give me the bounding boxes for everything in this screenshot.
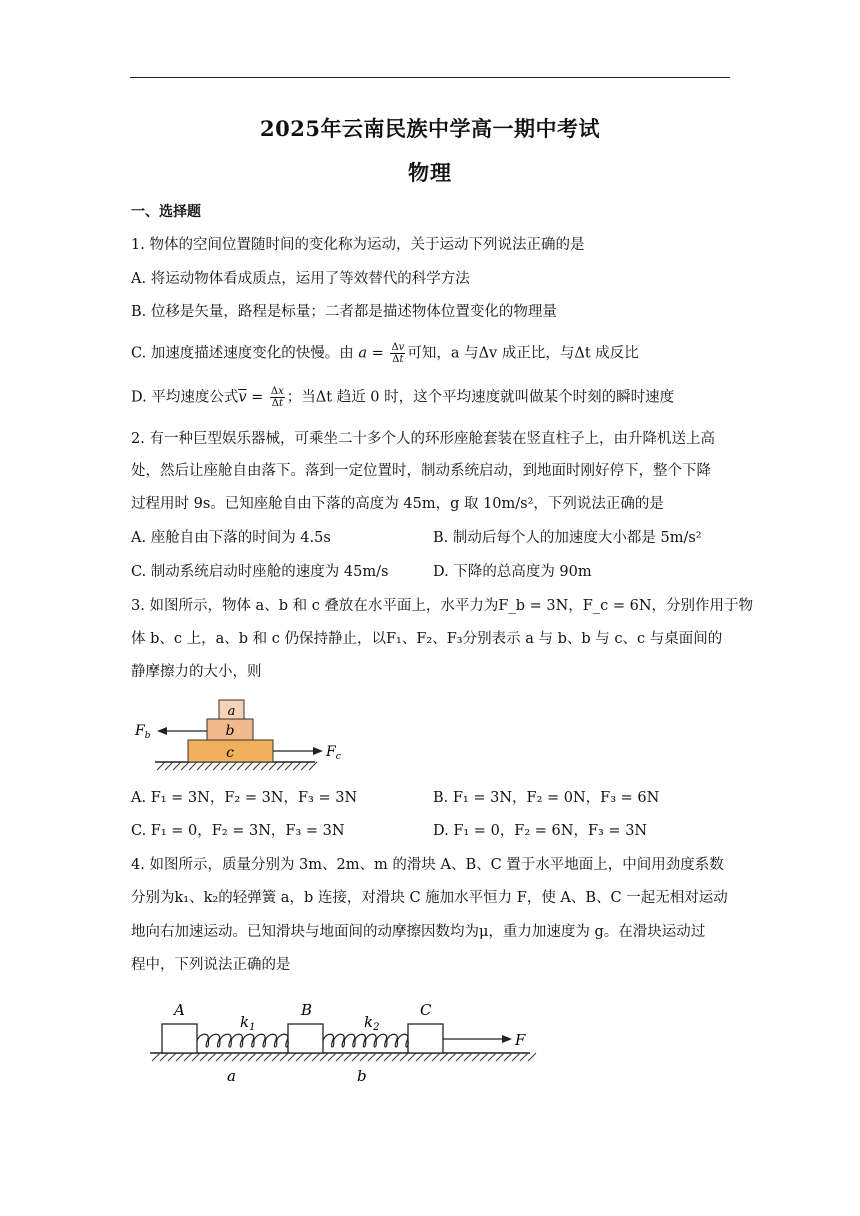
q3-line-3: 静摩擦力的大小，则: [131, 664, 262, 680]
q1-option-c-post: 可知，a 与Δv 成正比，与Δt 成反比: [407, 345, 639, 362]
block-A: [162, 1024, 197, 1053]
label-fb: $F_b$: [135, 723, 151, 741]
q4-figure-spring-blocks: [140, 995, 540, 1090]
q1-stem: 1. 物体的空间位置随时间的变化称为运动，关于运动下列说法正确的是: [131, 237, 585, 253]
spring-a: [197, 1034, 288, 1047]
label-c: c: [226, 745, 234, 761]
q3-option-a: A. F₁ = 3N，F₂ = 3N，F₃ = 3N: [131, 790, 358, 806]
q2-option-d: D. 下降的总高度为 90m: [433, 564, 592, 580]
q1-option-d: D. 平均速度公式$\overline{v}$ = $\frac{\Delta x}{\Delta t}$ ；当Δt 趋近 0 时，这个平均速度就叫做某个时刻的瞬时速度: [131, 386, 675, 409]
q4-line-3: 地向右加速运动。已知滑块与地面间的动摩擦因数均为μ，重力加速度为 g。在滑块运动过: [131, 924, 706, 940]
label-a: a: [227, 704, 236, 719]
q4-line-2: 分别为k₁、k₂的轻弹簧 a，b 连接，对滑块 C 施加水平恒力 F，使 A、B、C 一起无相对运动: [131, 890, 728, 906]
ground-hatch: [157, 762, 317, 770]
q2-line-2: 处，然后让座舱自由落下。落到一定位置时，制动系统启动，到地面时刚好停下，整个下降: [131, 463, 711, 479]
q4-line-1: 4. 如图所示，质量分别为 3m、2m、m 的滑块 A、B、C 置于水平地面上，中间用劲度系数: [131, 857, 724, 873]
label-b: b: [225, 723, 235, 739]
q3-option-b: B. F₁ = 3N，F₂ = 0N，F₃ = 6N: [433, 790, 660, 806]
q2-option-b: B. 制动后每个人的加速度大小都是 5m/s²: [433, 530, 702, 546]
q3-line-2: 体 b、c 上，a、b 和 c 仍保持静止，以F₁、F₂、F₃分别表示 a 与 b、b 与 c、c 与桌面间的: [131, 631, 723, 647]
q1-option-c: C. 加速度描述速度变化的快慢。由 a = $\frac{\Delta v}{\Delta t}$ 可知，a 与Δv 成正比，与Δt 成反比: [131, 342, 639, 365]
ground-hatch: [152, 1053, 536, 1061]
q3-figure-stacked-blocks: [125, 690, 355, 780]
fraction-dv-dt: $\frac{\Delta v}{\Delta t}$: [391, 342, 405, 365]
label-k2: $k_2$: [364, 1013, 380, 1033]
block-C: [408, 1024, 443, 1053]
spring-b: [323, 1034, 408, 1047]
exam-title: 2025年云南民族中学高一期中考试: [260, 116, 600, 141]
label-fc: $F_c$: [326, 744, 341, 762]
q3-option-c: C. F₁ = 0，F₂ = 3N，F₃ = 3N: [131, 823, 345, 839]
label-spring-a: a: [227, 1067, 236, 1085]
q2-option-a: A. 座舱自由下落的时间为 4.5s: [131, 530, 331, 546]
q1-option-b: B. 位移是矢量，路程是标量；二者都是描述物体位置变化的物理量: [131, 304, 557, 320]
q1-option-d-pre: D. 平均速度公式: [131, 389, 239, 406]
q2-line-1: 2. 有一种巨型娱乐器械，可乘坐二十多个人的环形座舱套装在竖直柱子上，由升降机送上高: [131, 431, 715, 447]
q1-option-d-post: ；当Δt 趋近 0 时，这个平均速度就叫做某个时刻的瞬时速度: [286, 389, 675, 406]
label-B: B: [301, 1001, 313, 1019]
label-k1: $k_1$: [240, 1013, 256, 1033]
q3-option-d: D. F₁ = 0，F₂ = 6N，F₃ = 3N: [433, 823, 648, 839]
label-A: A: [174, 1001, 185, 1019]
q3-line-1: 3. 如图所示，物体 a、b 和 c 叠放在水平面上，水平力为F_b = 3N，F_c = 6N，分别作用于物: [131, 598, 754, 614]
force-f-arrowhead: [502, 1035, 512, 1043]
q4-line-4: 程中，下列说法正确的是: [131, 957, 291, 973]
q2-line-3: 过程用时 9s。已知座舱自由下落的高度为 45m，g 取 10m/s²，下列说法正确的是: [131, 496, 664, 512]
force-fb-arrowhead: [157, 727, 167, 735]
q1-option-a: A. 将运动物体看成质点，运用了等效替代的科学方法: [131, 271, 470, 287]
label-F: F: [515, 1031, 526, 1049]
subject-title: 物理: [408, 160, 452, 185]
section-heading: 一、选择题: [131, 204, 201, 220]
fraction-dx-dt: $\frac{\Delta x}{\Delta t}$: [270, 386, 284, 409]
q2-option-c: C. 制动系统启动时座舱的速度为 45m/s: [131, 564, 389, 580]
label-spring-b: b: [357, 1067, 367, 1085]
label-C: C: [420, 1001, 432, 1019]
force-fc-arrowhead: [313, 747, 323, 755]
block-B: [288, 1024, 323, 1053]
header-rule: [130, 77, 730, 78]
q1-option-c-pre: C. 加速度描述速度变化的快慢。由: [131, 345, 354, 362]
